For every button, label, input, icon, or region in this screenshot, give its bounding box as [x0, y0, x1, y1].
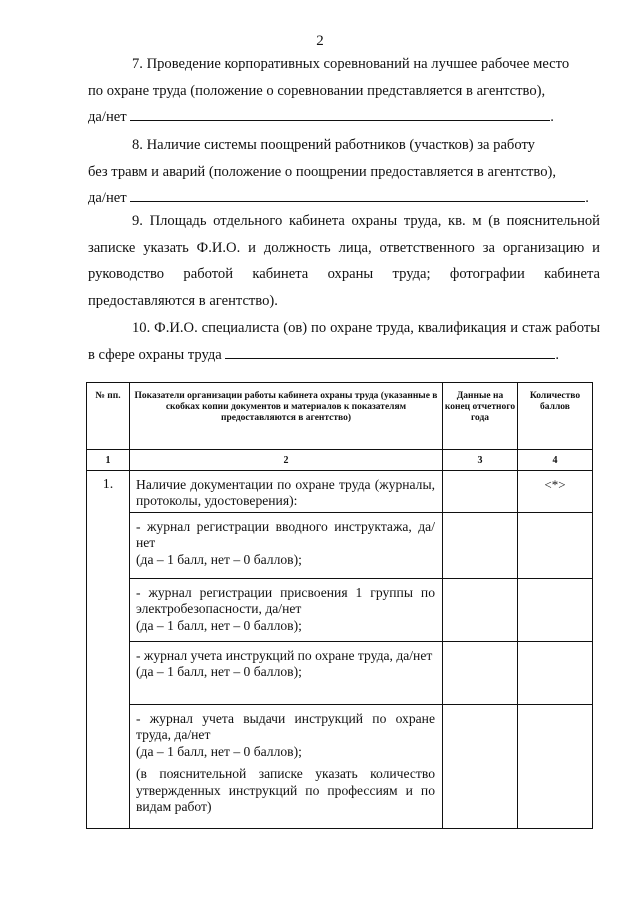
- data-cell[interactable]: [443, 513, 518, 579]
- item-9: [88, 208, 600, 314]
- item-7-line1: 7. Проведение корпоративных соревнований на лучшее рабочее место: [132, 56, 570, 72]
- header-number: № пп.: [87, 383, 130, 450]
- col-number: 4: [518, 450, 593, 471]
- score-cell[interactable]: [518, 642, 593, 705]
- table-row: [87, 471, 593, 513]
- column-number-row: [87, 450, 593, 471]
- score-cell[interactable]: [518, 579, 593, 642]
- item-8-line2: без травм и аварий (положение о поощрении предоставляется в агентство),: [88, 163, 557, 180]
- section-score: <*>: [518, 471, 593, 513]
- answer-line-7[interactable]: [130, 107, 550, 121]
- indicators-table: [86, 382, 593, 829]
- header-score: Количество баллов: [518, 383, 593, 450]
- table-row: [87, 642, 593, 705]
- row-text: - журнал регистрации присвоения 1 группы по электробезопасности, да/нет (да – 1 балл, нет – 0 баллов);: [136, 585, 435, 633]
- data-cell[interactable]: [443, 579, 518, 642]
- table-row: [87, 705, 593, 829]
- item-8-tail: да/нет: [88, 190, 127, 207]
- page-number: 2: [316, 33, 324, 49]
- item-8: 8. Наличие системы поощрений работников (участков) за работу без травм и аварий (положение о поощрении предоставляется в агентство), да/нет .: [88, 132, 600, 212]
- data-cell[interactable]: [443, 642, 518, 705]
- score-cell[interactable]: [518, 513, 593, 579]
- header-data: Данные на конец отчетного года: [443, 383, 518, 450]
- section-title: Наличие документации по охране труда (журналы, протоколы, удостоверения):: [136, 477, 435, 509]
- header-indicators: Показатели организации работы кабинета охраны труда (указанные в скобках копии документов и материалов к показателям предоставляются в агентство): [130, 383, 443, 450]
- answer-line-8[interactable]: [130, 188, 585, 202]
- col-number: 3: [443, 450, 518, 471]
- item-10-text: 10. Ф.И.О. специалиста (ов) по охране труда, квалификация и стаж работы в сфере охраны труда: [88, 320, 600, 363]
- col-number: 1: [87, 450, 130, 471]
- row-text: - журнал учета выдачи инструкций по охране труда, да/нет (да – 1 балл, нет – 0 баллов); (в пояснительной записке указать количество утвержденных инструкций по профессиям и по видам работ): [136, 711, 435, 815]
- data-cell[interactable]: [443, 705, 518, 829]
- row-text: - журнал регистрации вводного инструктажа, да/нет (да – 1 балл, нет – 0 баллов);: [136, 519, 435, 567]
- item-9-text: 9. Площадь отдельного кабинета охраны труда, кв. м (в пояснительной записке указать Ф.И.О. и должность лица, ответственного за организацию и руководство работой кабинета охраны труда; фотографии кабинета предоставляются в агентство).: [88, 213, 600, 309]
- item-7-tail: да/нет: [88, 109, 127, 126]
- data-cell[interactable]: [443, 471, 518, 513]
- item-8-line1: 8. Наличие системы поощрений работников (участков) за работу: [132, 137, 535, 153]
- item-7-line2: по охране труда (положение о соревновании представляется в агентство),: [88, 82, 546, 99]
- item-10: 10. Ф.И.О. специалиста (ов) по охране труда, квалификация и стаж работы в сфере охраны труда .: [88, 320, 600, 363]
- score-cell[interactable]: [518, 705, 593, 829]
- table-row: [87, 579, 593, 642]
- answer-line-10[interactable]: [225, 345, 555, 359]
- col-number: 2: [130, 450, 443, 471]
- item-7: 7. Проведение корпоративных соревнований на лучшее рабочее место по охране труда (положение о соревновании представляется в агентство), да/нет .: [88, 51, 600, 131]
- row-text: - журнал учета инструкций по охране труда, да/нет (да – 1 балл, нет – 0 баллов);: [136, 648, 433, 680]
- table-row: [87, 513, 593, 579]
- table-header-row: [87, 383, 593, 450]
- section-number: 1.: [87, 471, 130, 829]
